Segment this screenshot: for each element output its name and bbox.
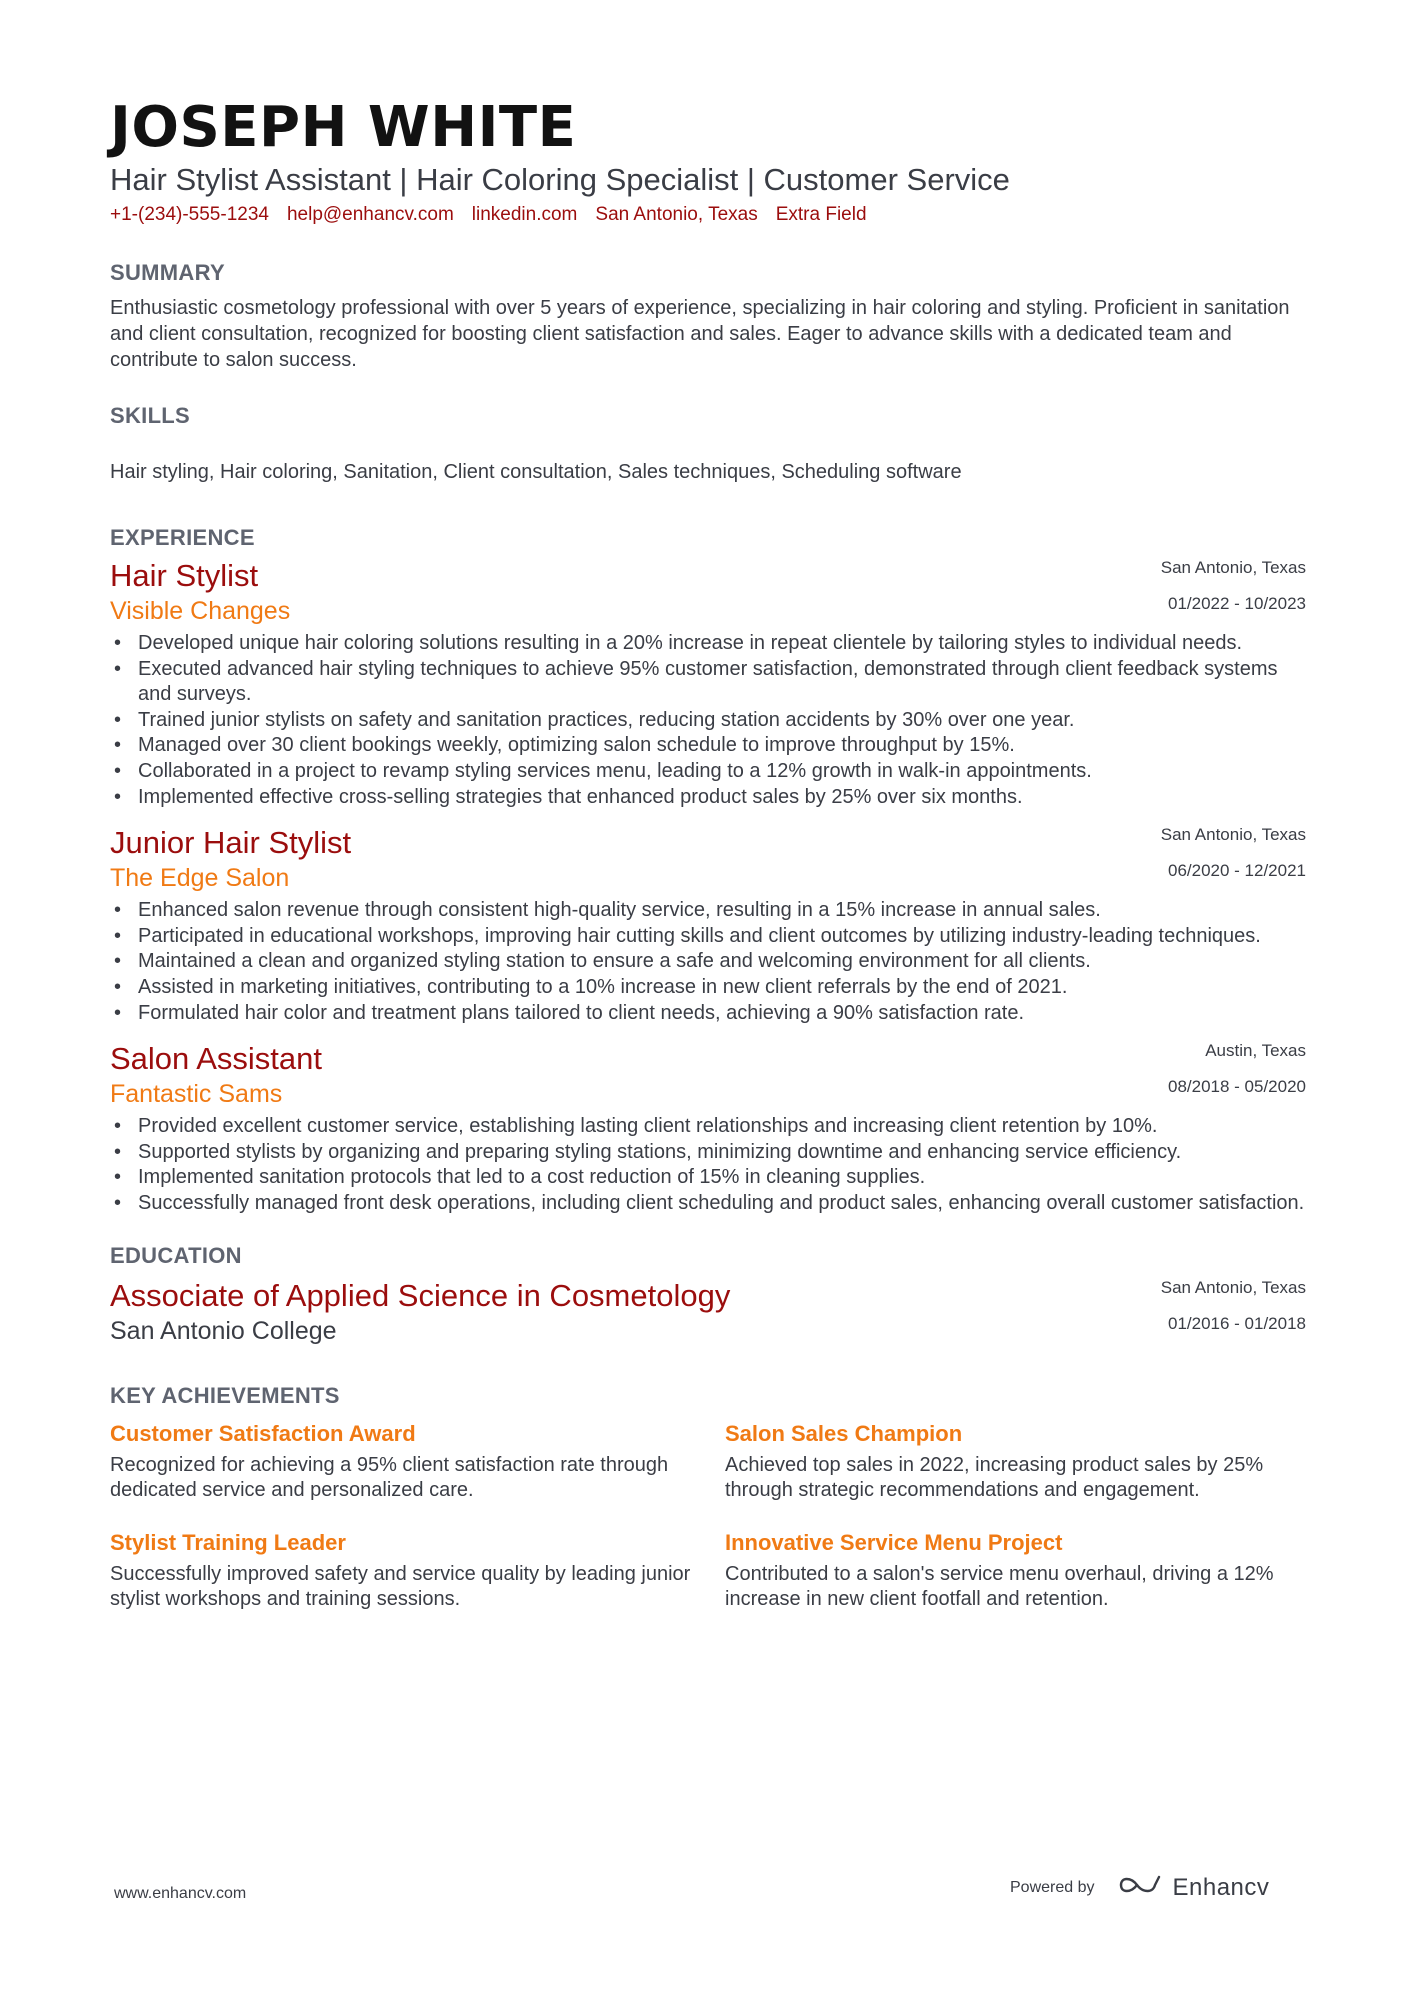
bullet-item: • Implemented sanitation protocols that led to a cost reduction of 15% in cleaning supplies. <box>110 1165 1306 1191</box>
experience-entry <box>110 824 1306 1026</box>
contact-phone[interactable]: +1-(234)-555-1234 <box>110 204 269 225</box>
achievement-item <box>110 1528 725 1613</box>
skills-text: Hair styling, Hair coloring, Sanitation, Client consultation, Sales techniques, Scheduling software <box>110 461 962 483</box>
bullet-item: • Provided excellent customer service, establishing lasting client relationships and increasing client retention by 10%. <box>110 1114 1306 1140</box>
experience-role: Hair Stylist <box>110 558 259 593</box>
education-school: San Antonio College <box>110 1316 337 1345</box>
bullet-item: • Successfully managed front desk operations, including client scheduling and product sales, enhancing overall customer satisfaction. <box>110 1191 1306 1217</box>
achievement-item <box>725 1419 1306 1504</box>
achievement-desc: Successfully improved safety and service quality by leading junior stylist workshops and training sessions. <box>110 1562 691 1611</box>
achievement-desc: Recognized for achieving a 95% client satisfaction rate through dedicated service and personalized care. <box>110 1453 669 1502</box>
achievement-title: Innovative Service Menu Project <box>725 1529 1063 1555</box>
experience-entry <box>110 1040 1306 1216</box>
achievement-title: Salon Sales Champion <box>725 1420 963 1446</box>
brand-name: Enhancv <box>1172 1873 1270 1901</box>
candidate-headline: Hair Stylist Assistant | Hair Coloring Specialist | Customer Service <box>110 162 1010 197</box>
experience-section <box>110 525 1306 1217</box>
achievement-title: Customer Satisfaction Award <box>110 1420 416 1446</box>
contact-email[interactable]: help@enhancv.com <box>286 204 454 225</box>
education-entry <box>110 1277 1306 1347</box>
brand-logo[interactable] <box>1117 1872 1270 1903</box>
summary-text: Enthusiastic cosmetology professional with over 5 years of experience, specializing in hair coloring and styling. Proficient in sanitation and client consultation, recognized for boosting client satisfaction and sales. Eager to advance skills with a dedicated team and contribute to salon success. <box>110 297 1290 371</box>
education-section <box>110 1243 1306 1347</box>
experience-entry <box>110 557 1306 810</box>
section-title-achievements: KEY ACHIEVEMENTS <box>110 1382 340 1408</box>
experience-bullets <box>110 1114 1306 1216</box>
achievement-item <box>725 1528 1306 1613</box>
achievements-grid <box>110 1419 1306 1613</box>
skills-section <box>110 403 1306 485</box>
achievement-desc: Contributed to a salon's service menu overhaul, driving a 12% increase in new client footfall and retention. <box>725 1562 1274 1611</box>
footer-website[interactable]: www.enhancv.com <box>114 1885 247 1902</box>
achievement-item <box>110 1419 725 1504</box>
bullet-item: • Implemented effective cross-selling strategies that enhanced product sales by 25% over six months. <box>110 785 1306 811</box>
experience-location: San Antonio, Texas <box>1160 558 1306 577</box>
experience-dates: 08/2018 - 05/2020 <box>1167 1077 1306 1097</box>
experience-company: Visible Changes <box>110 597 291 625</box>
resume-page <box>110 96 1306 1613</box>
experience-dates: 06/2020 - 12/2021 <box>1167 861 1306 881</box>
experience-role: Junior Hair Stylist <box>110 825 352 861</box>
bullet-item: • Executed advanced hair styling techniques to achieve 95% customer satisfaction, demonstrated through client feedback systems and surveys. <box>110 657 1306 708</box>
experience-bullets <box>110 898 1306 1026</box>
education-dates: 01/2016 - 01/2018 <box>1167 1313 1306 1333</box>
contact-linkedin[interactable]: linkedin.com <box>471 204 578 225</box>
contact-extra-field: Extra Field <box>775 204 867 225</box>
education-location: San Antonio, Texas <box>1160 1277 1306 1297</box>
bullet-item: • Formulated hair color and treatment plans tailored to client needs, achieving a 90% satisfaction rate. <box>110 1001 1306 1027</box>
bullet-item: • Enhanced salon revenue through consistent high-quality service, resulting in a 15% increase in annual sales. <box>110 898 1306 924</box>
achievement-desc: Achieved top sales in 2022, increasing product sales by 25% through strategic recommendations and engagement. <box>725 1453 1264 1502</box>
candidate-name: JOSEPH WHITE <box>110 95 577 160</box>
powered-by-label: Powered by <box>1010 1878 1095 1896</box>
experience-company: The Edge Salon <box>110 864 290 893</box>
achievement-title: Stylist Training Leader <box>110 1529 346 1555</box>
section-title-skills: SKILLS <box>110 403 191 428</box>
experience-location: Austin, Texas <box>1205 1041 1306 1061</box>
summary-section <box>110 260 1306 373</box>
bullet-item: • Managed over 30 client bookings weekly, optimizing salon schedule to improve throughput by 15%. <box>110 733 1306 759</box>
bullet-item: • Assisted in marketing initiatives, contributing to a 10% increase in new client referrals by the end of 2021. <box>110 975 1306 1001</box>
experience-bullets <box>110 631 1306 810</box>
experience-location: San Antonio, Texas <box>1160 825 1306 845</box>
experience-company: Fantastic Sams <box>110 1080 283 1109</box>
bullet-item: • Trained junior stylists on safety and sanitation practices, reducing station accidents by 30% over one year. <box>110 708 1306 734</box>
contact-row <box>110 202 1306 228</box>
section-title-summary: SUMMARY <box>110 260 225 285</box>
bullet-item: • Maintained a clean and organized styling station to ensure a safe and welcoming environment for all clients. <box>110 949 1306 975</box>
experience-role: Salon Assistant <box>110 1041 322 1077</box>
section-title-experience: EXPERIENCE <box>110 525 255 550</box>
enhancv-logo-icon <box>1117 1872 1163 1903</box>
achievements-section <box>110 1383 1306 1613</box>
bullet-item: • Participated in educational workshops, improving hair cutting skills and client outcomes by utilizing industry-leading techniques. <box>110 924 1306 950</box>
footer-branding <box>1010 1872 1269 1903</box>
bullet-item: • Developed unique hair coloring solutions resulting in a 20% increase in repeat clientele by tailoring styles to individual needs. <box>110 631 1306 657</box>
bullet-item: • Collaborated in a project to revamp styling services menu, leading to a 12% growth in walk-in appointments. <box>110 759 1306 785</box>
section-title-education: EDUCATION <box>110 1242 242 1268</box>
contact-location: San Antonio, Texas <box>595 204 758 225</box>
education-degree: Associate of Applied Science in Cosmetology <box>110 1277 731 1313</box>
bullet-item: • Supported stylists by organizing and preparing styling stations, minimizing downtime and enhancing service efficiency. <box>110 1140 1306 1166</box>
experience-dates: 01/2022 - 10/2023 <box>1167 594 1306 613</box>
